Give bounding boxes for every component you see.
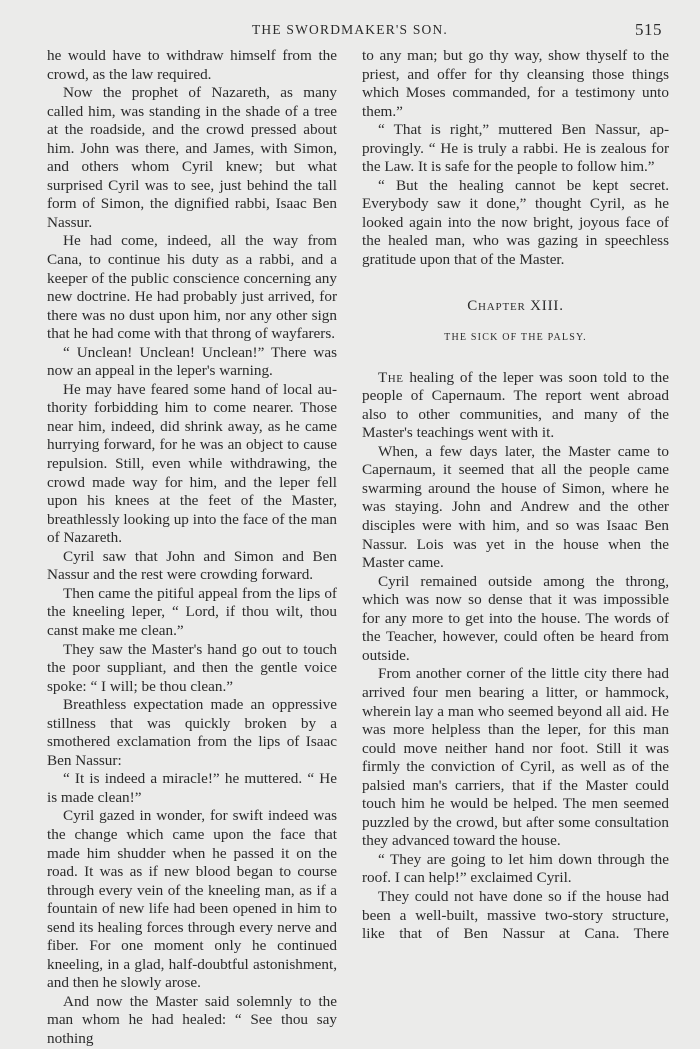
paragraph: Cyril gazed in wonder, for swift indeed was the change which came upon the face that made him shudder when he passed it on the road. It was as if new blood began to course through every vein of the kneeling man, as if a fountain of new life had been opened in him to send its healing forces through every nerve and fiber. For one moment only he continued kneeling, in a glad, half-doubtful astonishment, and then he slowly arose. xyxy=(47,807,337,992)
paragraph: to any man; but go thy way, show thyself to the priest, and offer for thy cleansing those things which Moses commanded, for a testimony unto them.” xyxy=(362,47,669,120)
paragraph: “ That is right,” muttered Ben Nassur, approvingly. “ He is truly a rabbi. He is zealous for the Law. It is safe for the people to follow him.” xyxy=(362,121,669,176)
paragraph: When, a few days later, the Master came to Capernaum, it seemed that all the people came swarming around the house of Simon, where he was staying. John and Andrew and the other disciples were with him, and so was Isaac Ben Nassur. Lois was yet in the house when the Master came. xyxy=(362,442,669,572)
left-column xyxy=(47,47,337,1049)
paragraph: Cyril remained outside among the throng, which was now so dense that it was impossible for any more to get into the house. The words of the Teacher, however, could often be heard from outside. xyxy=(362,572,669,664)
paragraph: Now the prophet of Nazareth, as many called him, was standing in the shade of a tree at the roadside, and the crowd pressed about him. John was there, and James, with Simon, and others whom Cyril knew; but what surprised Cyril was to see, just behind the tall form of Simon, the dignified rabbi, Isaac Ben Nassur. xyxy=(47,84,337,231)
paragraph: Then came the pitiful appeal from the lips of the kneeling leper, “ Lord, if thou wilt, thou canst make me clean.” xyxy=(47,584,337,639)
paragraph: “ Unclean! Unclean! Unclean!” There was now an appeal in the leper's warning. xyxy=(47,343,337,380)
chapter-opening-paragraph xyxy=(362,369,669,443)
chapter-subtitle: THE SICK OF THE PALSY. xyxy=(444,332,587,344)
running-head xyxy=(0,20,700,40)
paragraph: Breathless expectation made an oppressive stillness that was quickly broken by a smothered exclamation from the lips of Isaac Ben Nassur: xyxy=(47,696,337,769)
opening-text: healing of the leper was soon told to the people of Capernaum. The report went abroad also to other communities, and many of the Master's teachings went with it. xyxy=(362,368,669,442)
paragraph: They saw the Master's hand go out to touch the poor suppliant, and then the gentle voice spoke: “ I will; be thou clean.” xyxy=(47,640,337,695)
paragraph: he would have to withdraw himself from the crowd, as the law required. xyxy=(47,47,337,83)
running-title: THE SWORDMAKER'S SON. xyxy=(251,22,449,37)
paragraph: He had come, indeed, all the way from Cana, to continue his duty as a rabbi, and a keeper of the public conscience concerning any new doctrine. He had probably just arrived, for there was no dust upon him, nor any other sign that he had come with that throng of wayfarers. xyxy=(47,232,337,343)
opening-word: The xyxy=(378,368,404,386)
paragraph: They could not have done so if the house had been a well-built, massive two-story structure, like that of Ben Nassur at Cana. There xyxy=(362,887,669,943)
right-column xyxy=(362,47,669,944)
paragraph: From another corner of the little city there had arrived four men bearing a litter, or hammock, wherein lay a man who seemed beyond all aid. He was more helpless than the leper, for this man could move neither hand nor foot. Still it was firmly the conviction of Cyril, as well as of the palsied man's carriers, that if the Master could touch him he would be helped. The men seemed puzzled by the crowd, but after some consultation they advanced toward the house. xyxy=(362,665,669,850)
paragraph: He may have feared some hand of local authority forbidding him to come nearer. Those near him, indeed, did shrink away, as he came hurrying forward, for he was an object to cause repulsion. Still, even while withdrawing, the crowd made way for him, and the leper fell upon his knees at the feet of the Master, breathlessly looking up into the face of the man of Nazareth. xyxy=(47,380,337,547)
paragraph: “ It is indeed a miracle!” he muttered. “ He is made clean!” xyxy=(47,770,337,806)
chapter-heading: Chapter XIII. xyxy=(467,297,564,314)
paragraph: Cyril saw that John and Simon and Ben Nassur and the rest were crowding forward. xyxy=(47,547,337,584)
paragraph: And now the Master said solemnly to the man whom he had healed: “ See thou say nothing xyxy=(47,992,337,1047)
paragraph: “ But the healing cannot be kept secret. Everybody saw it done,” thought Cyril, as he looked again into the now bright, joyous face of the healed man, who was gazing in speechless gratitude upon that of the Master. xyxy=(362,176,669,269)
paragraph: “ They are going to let him down through the roof. I can help!” exclaimed Cyril. xyxy=(362,850,669,887)
page-number: 515 xyxy=(635,20,662,39)
